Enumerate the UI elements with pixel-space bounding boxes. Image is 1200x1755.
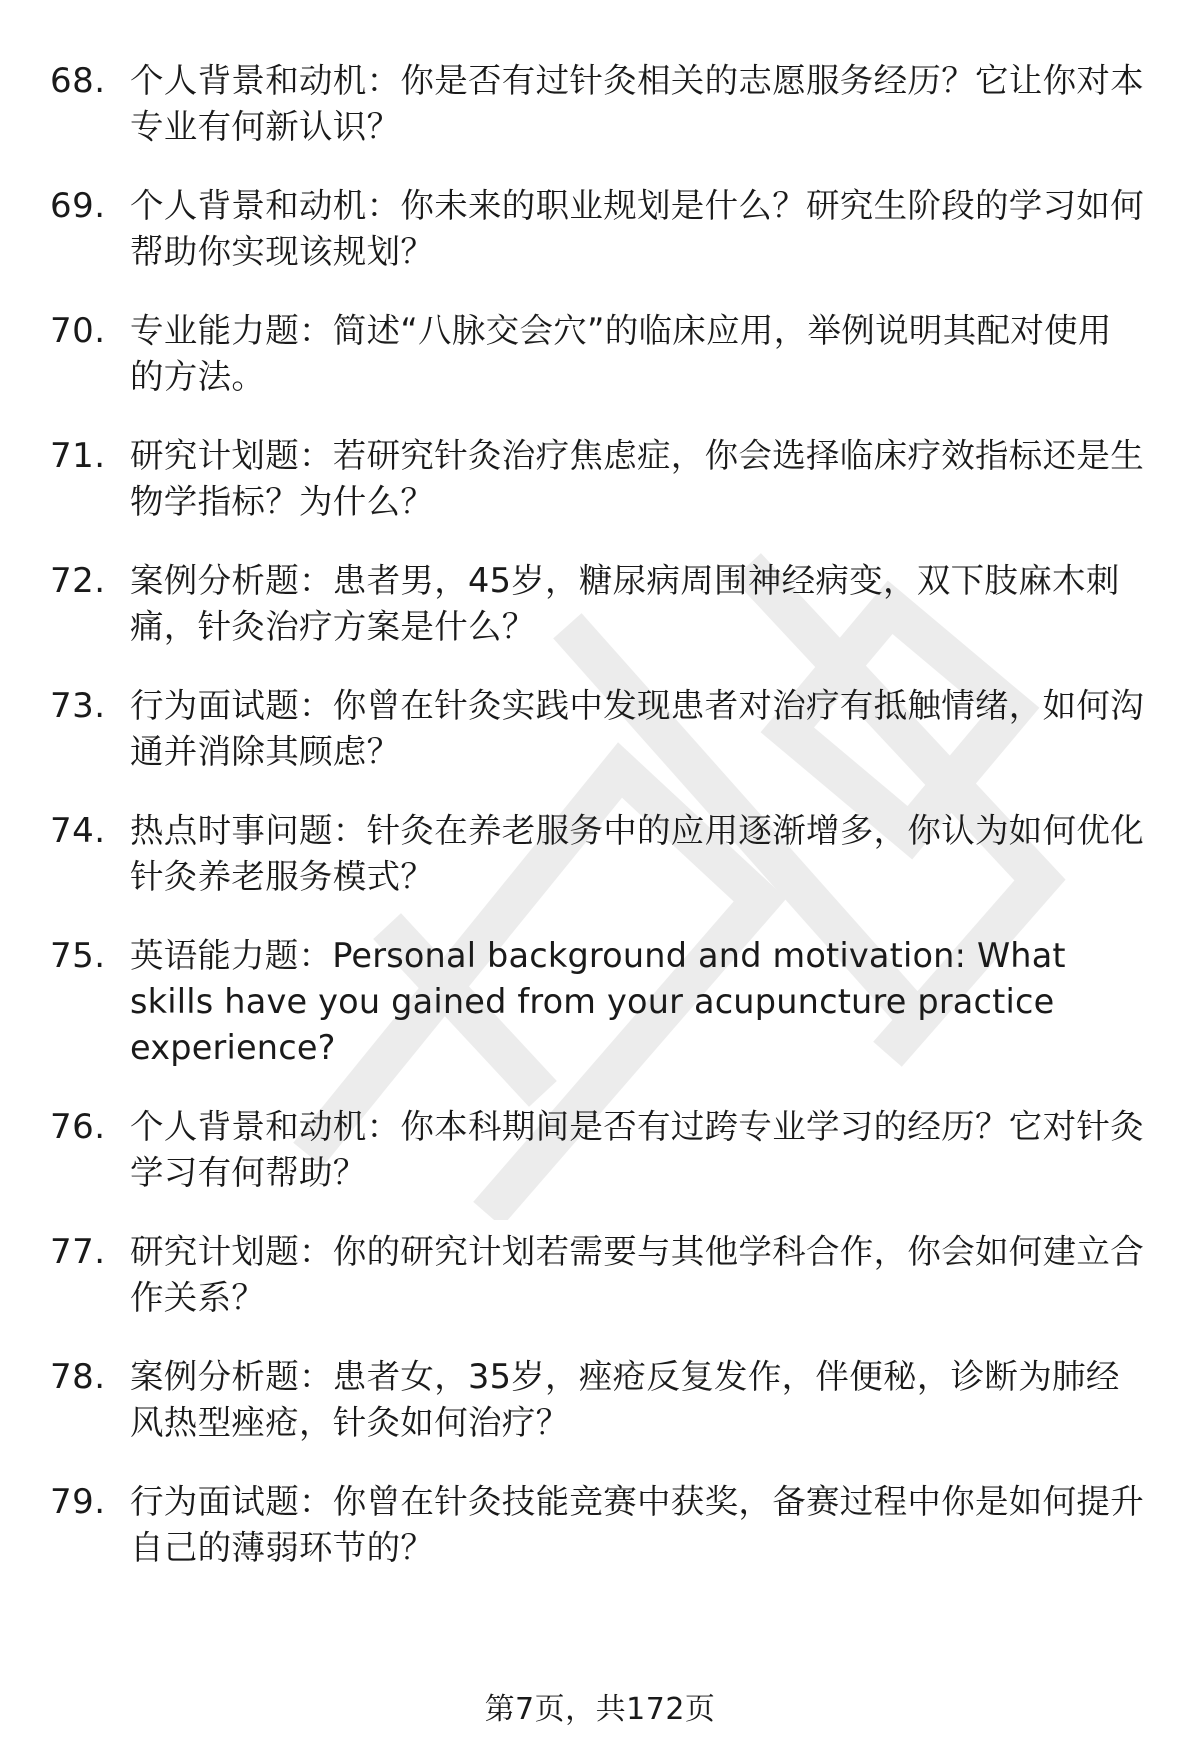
- question-text: 行为面试题：你曾在针灸技能竞赛中获奖，备赛过程中你是如何提升自己的薄弱环节的？: [130, 1482, 1144, 1567]
- question-number: 74.: [50, 811, 106, 851]
- question-text: 热点时事问题：针灸在养老服务中的应用逐渐增多，你认为如何优化针灸养老服务模式？: [130, 811, 1144, 896]
- question-item: [50, 433, 1150, 525]
- question-number: 70.: [50, 311, 106, 351]
- question-text: 案例分析题：患者女，35岁，痤疮反复发作，伴便秘，诊断为肺经风热型痤疮，针灸如何治疗？: [130, 1357, 1120, 1442]
- question-item: [50, 183, 1150, 275]
- question-text: 案例分析题：患者男，45岁，糖尿病周围神经病变，双下肢麻木刺痛，针灸治疗方案是什么？: [130, 561, 1120, 646]
- question-number: 72.: [50, 561, 106, 601]
- question-text: 研究计划题：你的研究计划若需要与其他学科合作，你会如何建立合作关系？: [130, 1232, 1144, 1317]
- question-number: 69.: [50, 186, 106, 226]
- question-item: [50, 1229, 1150, 1321]
- question-text: 行为面试题：你曾在针灸实践中发现患者对治疗有抵触情绪，如何沟通并消除其顾虑？: [130, 686, 1144, 771]
- question-item: [50, 558, 1150, 650]
- question-item: [50, 1104, 1150, 1196]
- question-item: [50, 808, 1150, 900]
- question-item: [50, 1354, 1150, 1446]
- question-text: 英语能力题：Personal background and motivation: What skills have you gained from your acupuncture practice experience?: [130, 936, 1066, 1067]
- question-list: [50, 58, 1150, 1604]
- question-number: 79.: [50, 1482, 106, 1522]
- question-item: [50, 58, 1150, 150]
- question-number: 71.: [50, 436, 106, 476]
- question-number: 73.: [50, 686, 106, 726]
- question-number: 68.: [50, 61, 106, 101]
- question-text: 个人背景和动机：你本科期间是否有过跨专业学习的经历？它对针灸学习有何帮助？: [130, 1107, 1144, 1192]
- question-text: 个人背景和动机：你是否有过针灸相关的志愿服务经历？它让你对本专业有何新认识？: [130, 61, 1144, 146]
- question-item: [50, 1479, 1150, 1571]
- question-text: 专业能力题：简述“八脉交会穴”的临床应用，举例说明其配对使用的方法。: [130, 311, 1112, 396]
- question-item: [50, 933, 1150, 1071]
- question-item: [50, 683, 1150, 775]
- question-number: 78.: [50, 1357, 106, 1397]
- question-item: [50, 308, 1150, 400]
- question-text: 研究计划题：若研究针灸治疗焦虑症，你会选择临床疗效指标还是生物学指标？为什么？: [130, 436, 1144, 521]
- question-number: 76.: [50, 1107, 106, 1147]
- question-text: 个人背景和动机：你未来的职业规划是什么？研究生阶段的学习如何帮助你实现该规划？: [130, 186, 1144, 271]
- question-number: 77.: [50, 1232, 106, 1272]
- page-number-footer: 第7页，共172页: [484, 1692, 716, 1727]
- question-number: 75.: [50, 936, 106, 976]
